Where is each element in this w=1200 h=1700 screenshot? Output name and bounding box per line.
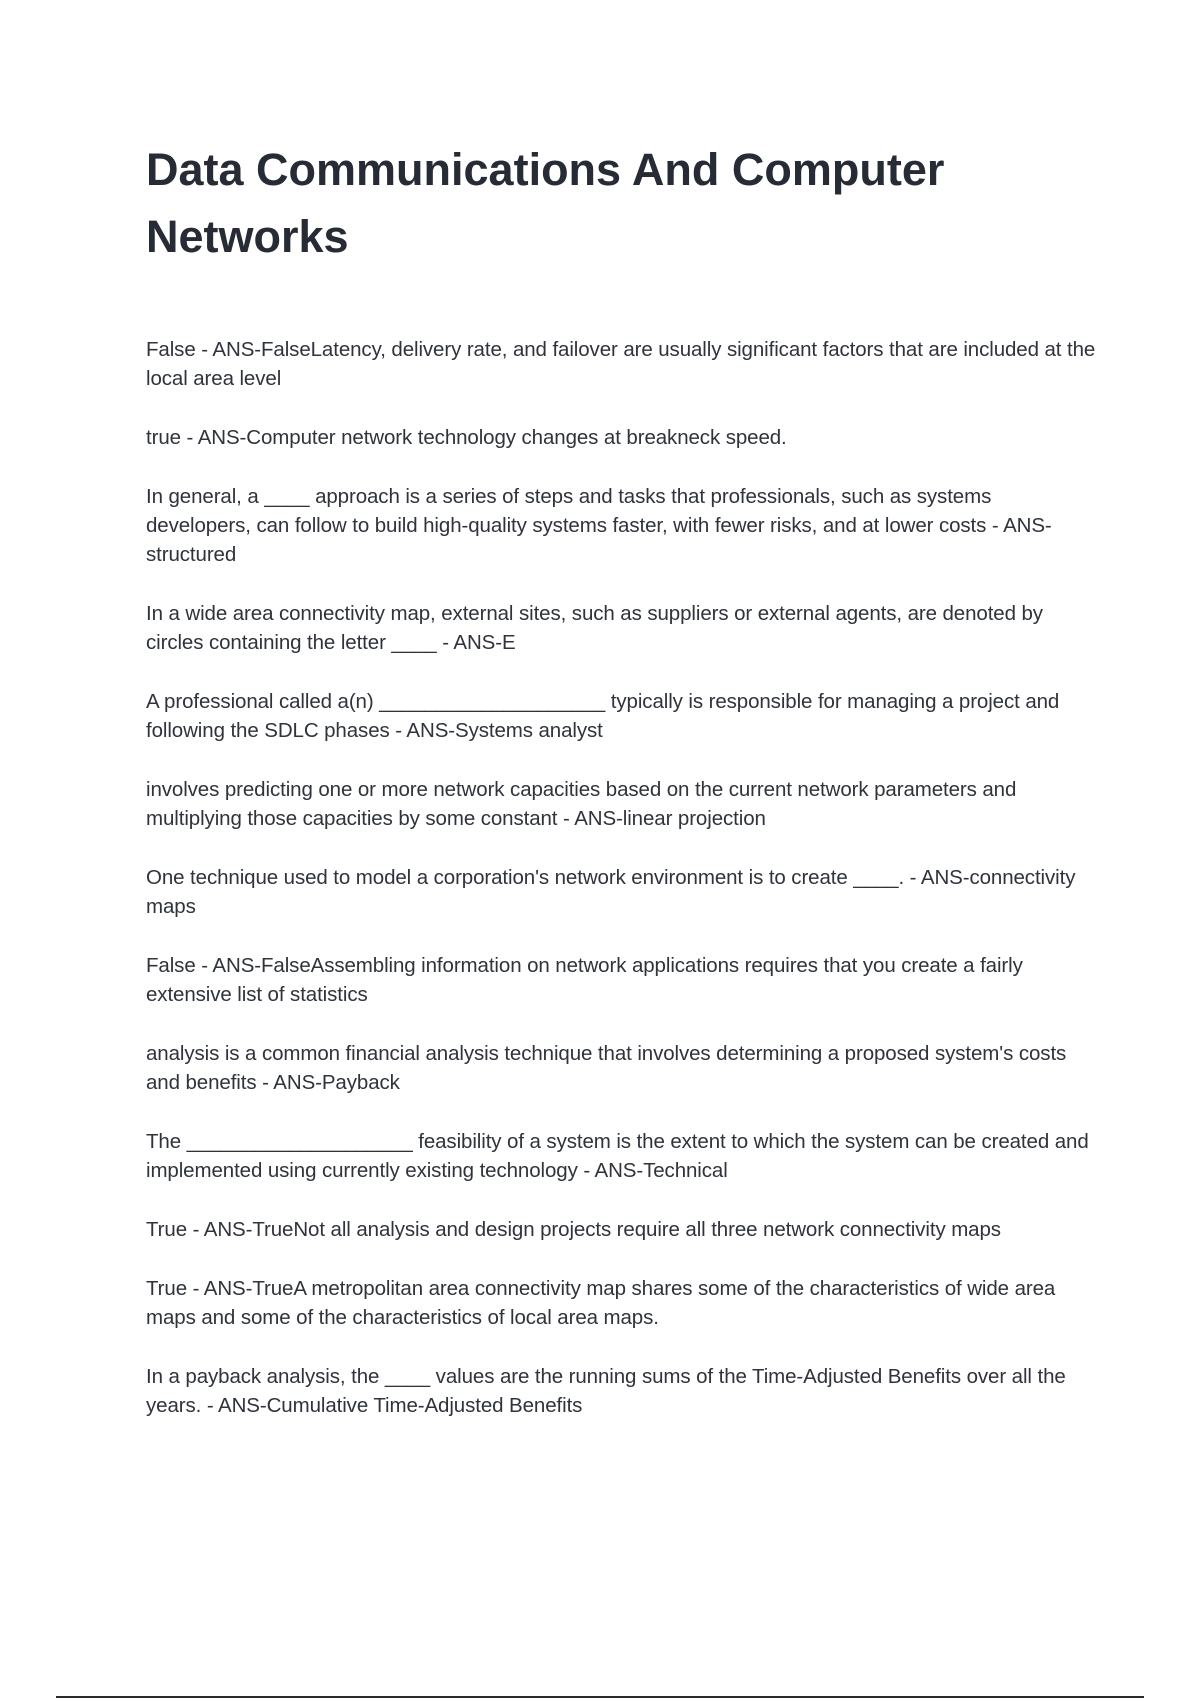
qa-item-13: In a payback analysis, the ____ values are the running sums of the Time-Adjusted Benefits over all the years. - ANS-Cumulative Time-Adjusted Benefits	[146, 1365, 1066, 1417]
qa-item-5: A professional called a(n) ____________________ typically is responsible for managing a project and following the SDLC phases - ANS-Systems analyst	[146, 690, 1060, 742]
qa-item-10: The ____________________ feasibility of a system is the extent to which the system can be created and implemented using currently existing technology - ANS-Technical	[146, 1130, 1089, 1182]
document-title: Data Communications And Computer Networks	[146, 144, 945, 262]
qa-item-12: True - ANS-TrueA metropolitan area connectivity map shares some of the characteristics of wide area maps and some of the characteristics of local area maps.	[146, 1277, 1056, 1329]
qa-item-2: true - ANS-Computer network technology changes at breakneck speed.	[146, 426, 787, 449]
qa-item-7: One technique used to model a corporation's network environment is to create ____. - ANS-connectivity maps	[146, 866, 1076, 918]
qa-item-6: involves predicting one or more network capacities based on the current network parameters and multiplying those capacities by some constant - ANS-linear projection	[146, 778, 1017, 830]
qa-item-4: In a wide area connectivity map, external sites, such as suppliers or external agents, are denoted by circles containing the letter ____ - ANS-E	[146, 602, 1043, 654]
qa-item-1: False - ANS-FalseLatency, delivery rate, and failover are usually significant factors that are included at the local area level	[146, 338, 1096, 390]
qa-item-3: In general, a ____ approach is a series of steps and tasks that professionals, such as systems developers, can follow to build high-quality systems faster, with fewer risks, and at lower costs - ANS-structured	[146, 485, 1052, 566]
qa-list	[146, 335, 1096, 1450]
qa-item-11: True - ANS-TrueNot all analysis and design projects require all three network connectivity maps	[146, 1218, 1001, 1241]
qa-item-8: False - ANS-FalseAssembling information on network applications requires that you create a fairly extensive list of statistics	[146, 954, 1023, 1006]
page-bottom-divider	[56, 1696, 1144, 1698]
qa-item-9: analysis is a common financial analysis technique that involves determining a proposed system's costs and benefits - ANS-Payback	[146, 1042, 1067, 1094]
